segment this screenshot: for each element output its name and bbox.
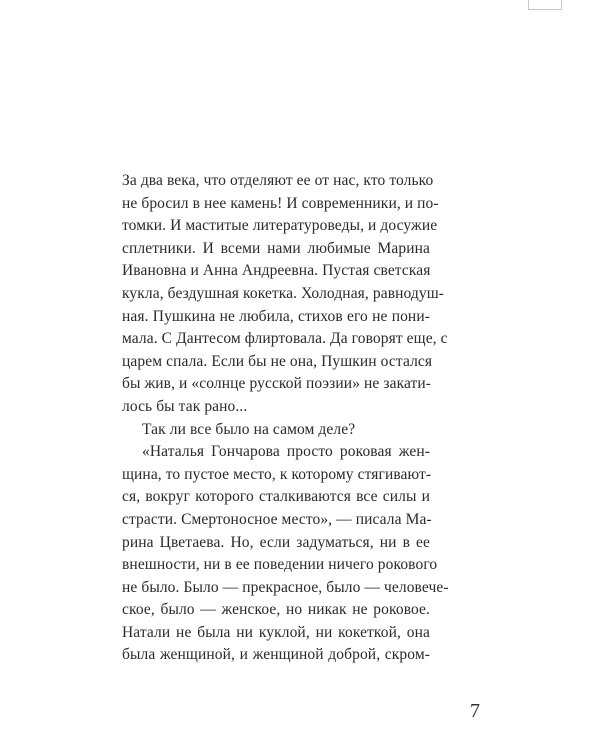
text-line: была женщиной, и женщиной доброй, скром- <box>122 646 430 664</box>
text-line: Натали не была ни куклой, ни кокеткой, она <box>122 623 430 641</box>
text-line: ся, вокруг которого сталкиваются все силы и <box>122 488 430 506</box>
body-text <box>122 170 449 667</box>
text-line: лось бы так рано... <box>122 397 248 415</box>
text-line: ная. Пушкина не любила, стихов его не пони- <box>122 307 430 325</box>
text-line: рина Цветаева. Но, если задуматься, ни в ее <box>122 533 430 551</box>
page-number: 7 <box>470 700 480 722</box>
text-line: томки. И маститые литературоведы, и досужие <box>122 217 438 235</box>
text-line: страсти. Смертоносное место», — писала Ма- <box>122 510 432 528</box>
page-corner-mark <box>528 0 562 10</box>
text-line: щина, то пустое место, к которому стягивают- <box>122 465 432 483</box>
text-line: кукла, бездушная кокетка. Холодная, равнодуш- <box>122 284 445 302</box>
text-line: мала. С Дантесом флиртовала. Да говорят еще, с <box>122 330 448 348</box>
text-line: бы жив, и «солнце русской поэзии» не закати- <box>122 375 432 393</box>
text-line: ское, было — женское, но никак не роковое. <box>122 601 430 619</box>
text-line: сплетники. И всеми нами любимые Марина <box>122 239 430 257</box>
text-line: не бросил в нее камень! И современники, и по- <box>122 194 439 212</box>
text-line: не было. Было — прекрасное, было — человече- <box>122 578 449 596</box>
text-line: Так ли все было на самом деле? <box>142 420 356 438</box>
text-line: За два века, что отделяют ее от нас, кто только <box>122 172 434 189</box>
text-line: «Наталья Гончарова просто роковая жен- <box>142 443 430 461</box>
text-line: внешности, ни в ее поведении ничего рокового <box>122 556 438 574</box>
text-line: царем спала. Если бы не она, Пушкин остался <box>122 352 433 370</box>
text-line: Ивановна и Анна Андреевна. Пустая светская <box>122 262 431 280</box>
